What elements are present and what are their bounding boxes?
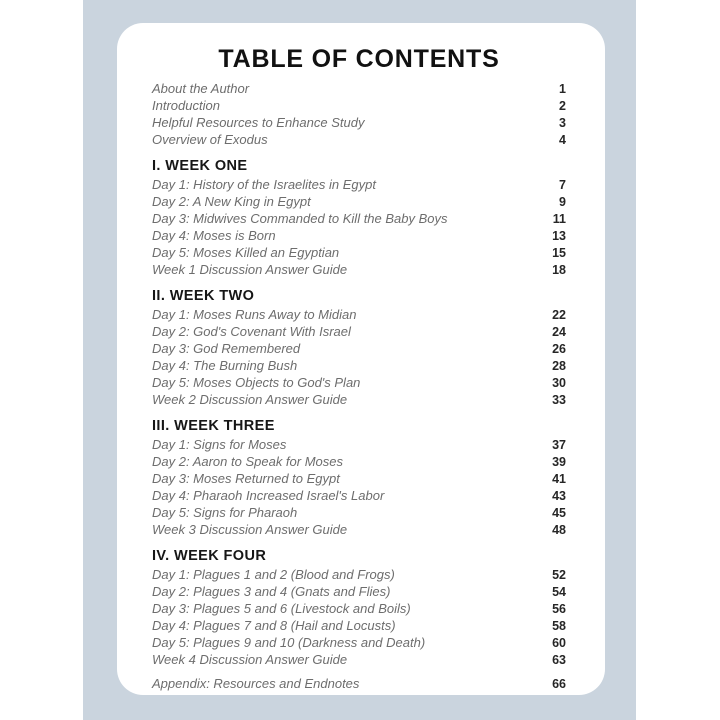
toc-row <box>152 227 566 244</box>
toc-row <box>152 600 566 617</box>
toc-row <box>152 131 566 148</box>
toc-entry-page: 39 <box>552 455 566 469</box>
toc-entry-page: 11 <box>552 212 566 226</box>
toc-entry-page: 52 <box>552 568 566 582</box>
toc-row-appendix <box>152 675 566 692</box>
toc-entry-label: Day 1: Signs for Moses <box>152 437 287 452</box>
toc-row <box>152 340 566 357</box>
toc-entry-page: 15 <box>552 246 566 260</box>
toc-entry-page: 3 <box>559 116 566 130</box>
front-matter-list <box>152 80 566 148</box>
toc-row <box>152 97 566 114</box>
section-week-one <box>152 156 566 278</box>
section-week-two <box>152 286 566 408</box>
toc-entry-label: Day 3: God Remembered <box>152 341 301 356</box>
toc-entry-page: 58 <box>552 619 566 633</box>
section-week-four <box>152 546 566 668</box>
page-title: TABLE OF CONTENTS <box>218 45 500 73</box>
toc-entry-label: Week 2 Discussion Answer Guide <box>152 392 348 407</box>
toc-entry-page: 30 <box>552 376 566 390</box>
toc-entry-label: Day 5: Signs for Pharaoh <box>152 505 298 520</box>
toc-row <box>152 566 566 583</box>
toc-entry-page: 13 <box>552 229 566 243</box>
toc-entry-page: 63 <box>552 653 566 667</box>
toc-page-card <box>117 23 605 695</box>
toc-entry-label: Introduction <box>152 98 220 113</box>
toc-row <box>152 323 566 340</box>
toc-row <box>152 244 566 261</box>
toc-entry-label: Day 2: Plagues 3 and 4 (Gnats and Flies) <box>152 584 391 599</box>
toc-entry-label: Day 2: Aaron to Speak for Moses <box>152 454 344 469</box>
toc-row <box>152 436 566 453</box>
toc-row <box>152 651 566 668</box>
section-heading: II. WEEK TWO <box>152 288 255 304</box>
toc-row <box>152 306 566 323</box>
toc-entry-page: 7 <box>559 178 566 192</box>
toc-row <box>152 504 566 521</box>
toc-entry-label: Day 1: Plagues 1 and 2 (Blood and Frogs) <box>152 567 395 582</box>
toc-entry-page: 22 <box>552 308 566 322</box>
section-week-three <box>152 416 566 538</box>
toc-entry-page: 1 <box>559 82 566 96</box>
toc-row <box>152 521 566 538</box>
toc-entry-label: Day 1: Moses Runs Away to Midian <box>152 307 357 322</box>
toc-row <box>152 583 566 600</box>
toc-entry-label: Day 2: God's Covenant With Israel <box>152 324 351 339</box>
toc-row <box>152 634 566 651</box>
toc-entry-label: Day 1: History of the Israelites in Egypt <box>152 177 376 192</box>
toc-entry-page: 28 <box>552 359 566 373</box>
toc-entry-label: Week 3 Discussion Answer Guide <box>152 522 348 537</box>
toc-entry-page: 60 <box>552 636 566 650</box>
toc-row <box>152 176 566 193</box>
toc-entry-label: Day 4: Plagues 7 and 8 (Hail and Locusts) <box>152 618 396 633</box>
section-heading: III. WEEK THREE <box>152 418 275 434</box>
toc-entry-page: 18 <box>552 263 566 277</box>
toc-row <box>152 357 566 374</box>
toc-entry-label: Day 5: Moses Killed an Egyptian <box>152 245 340 260</box>
toc-row <box>152 261 566 278</box>
toc-entry-label: Week 1 Discussion Answer Guide <box>152 262 348 277</box>
toc-entry-page: 43 <box>552 489 566 503</box>
toc-entry-page: 41 <box>552 472 566 486</box>
toc-entry-page: 48 <box>552 523 566 537</box>
toc-row <box>152 374 566 391</box>
toc-entry-label: Day 3: Midwives Commanded to Kill the Baby Boys <box>152 211 448 226</box>
toc-entry-page: 2 <box>559 99 566 113</box>
toc-entry-label: Day 4: The Burning Bush <box>152 358 298 373</box>
toc-entry-label: Helpful Resources to Enhance Study <box>152 115 365 130</box>
section-heading: I. WEEK ONE <box>152 158 248 174</box>
toc-entry-page: 56 <box>552 602 566 616</box>
toc-row <box>152 114 566 131</box>
toc-entry-label: Overview of Exodus <box>152 132 268 147</box>
toc-row <box>152 80 566 97</box>
toc-entry-page: 24 <box>552 325 566 339</box>
toc-entry-label: About the Author <box>152 81 250 96</box>
toc-entry-page: 37 <box>552 438 566 452</box>
toc-row <box>152 617 566 634</box>
toc-entry-label: Week 4 Discussion Answer Guide <box>152 652 348 667</box>
toc-entry-label: Appendix: Resources and Endnotes <box>152 676 360 691</box>
toc-entry-label: Day 2: A New King in Egypt <box>152 194 311 209</box>
toc-row <box>152 453 566 470</box>
toc-entry-label: Day 3: Moses Returned to Egypt <box>152 471 340 486</box>
toc-entry-label: Day 5: Moses Objects to God's Plan <box>152 375 361 390</box>
toc-entry-page: 26 <box>552 342 566 356</box>
toc-row <box>152 470 566 487</box>
toc-entry-label: Day 4: Moses is Born <box>152 228 276 243</box>
section-heading: IV. WEEK FOUR <box>152 548 267 564</box>
toc-entry-label: Day 4: Pharaoh Increased Israel's Labor <box>152 488 385 503</box>
toc-entry-label: Day 3: Plagues 5 and 6 (Livestock and Boils) <box>152 601 411 616</box>
toc-row <box>152 391 566 408</box>
toc-entry-page: 4 <box>559 133 566 147</box>
toc-entry-page: 54 <box>552 585 566 599</box>
toc-row <box>152 210 566 227</box>
toc-row <box>152 193 566 210</box>
toc-entry-page: 9 <box>559 195 566 209</box>
toc-entry-page: 66 <box>552 677 566 691</box>
toc-entry-page: 33 <box>552 393 566 407</box>
toc-row <box>152 487 566 504</box>
toc-entry-page: 45 <box>552 506 566 520</box>
toc-entry-label: Day 5: Plagues 9 and 10 (Darkness and Death) <box>152 635 426 650</box>
